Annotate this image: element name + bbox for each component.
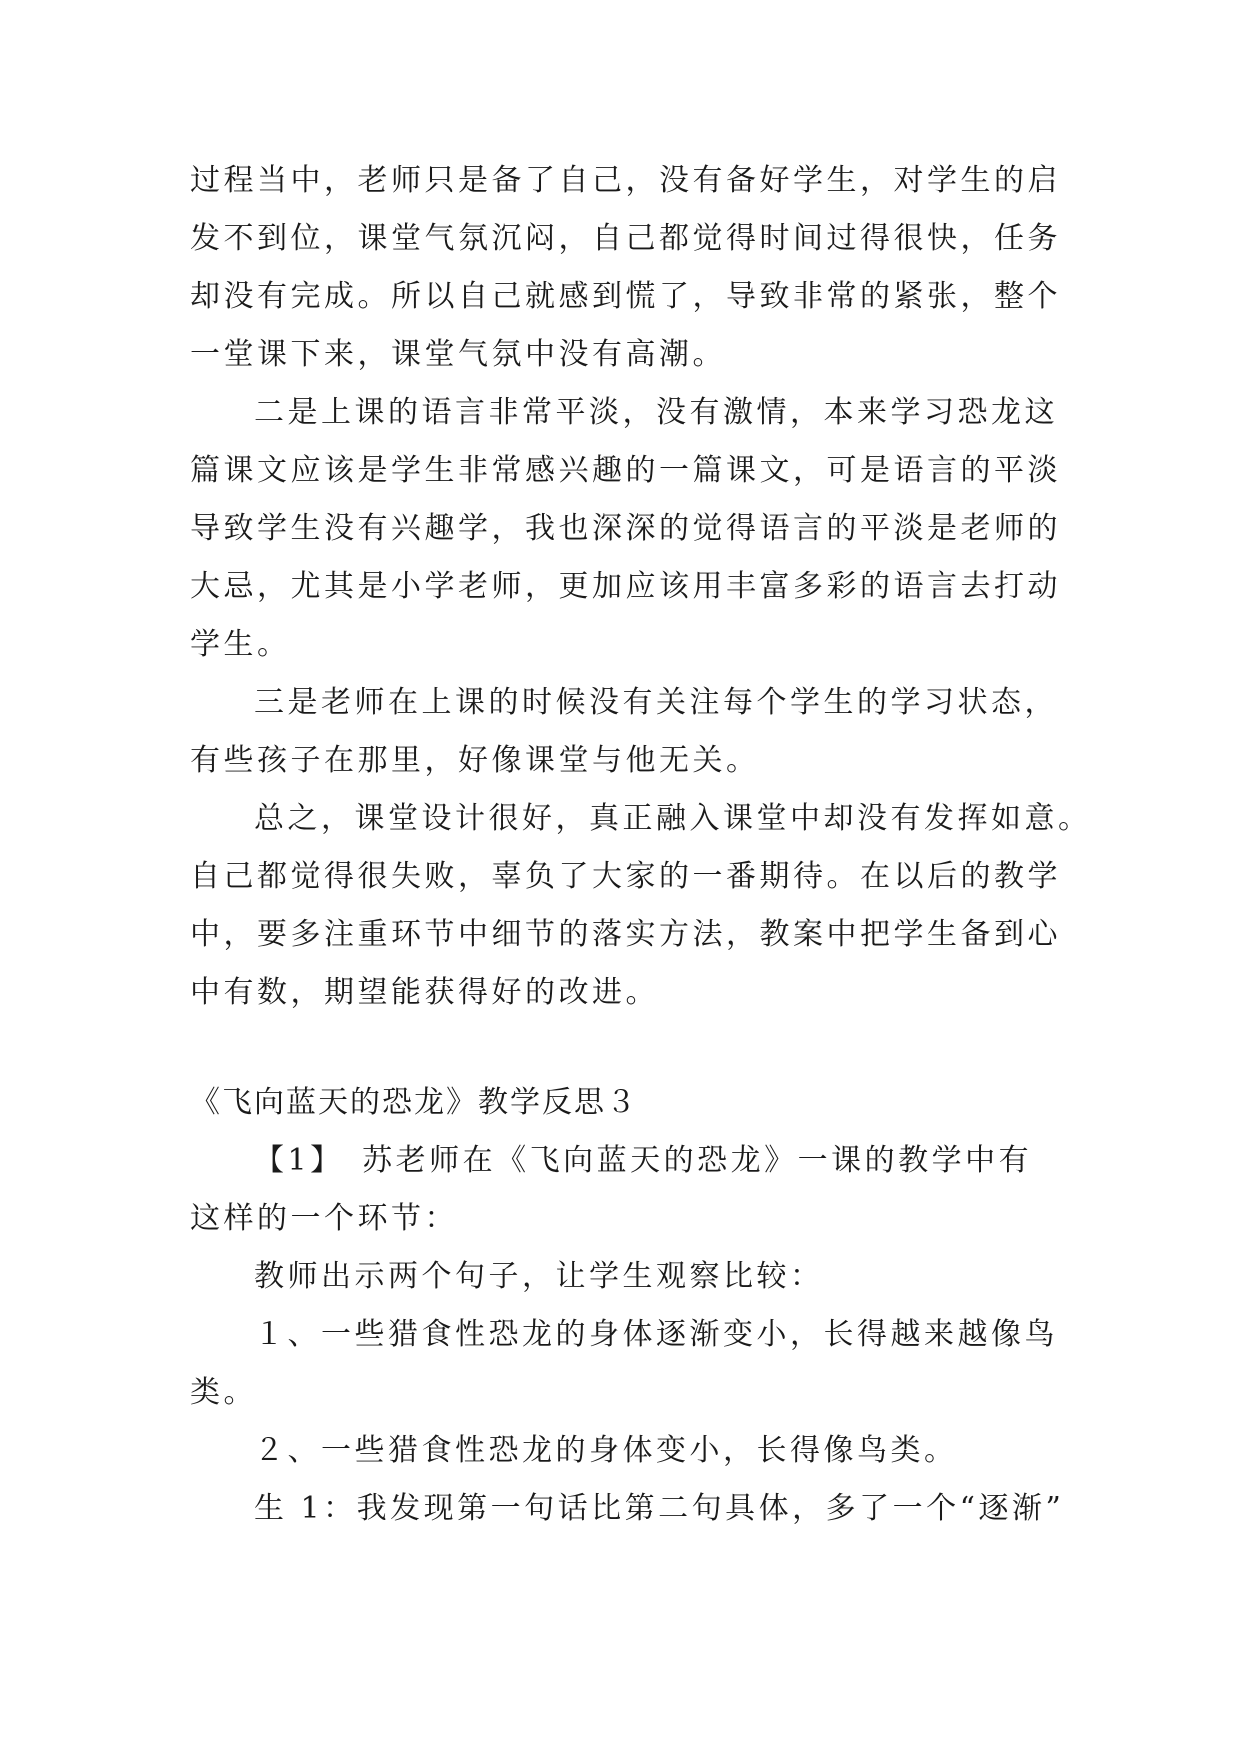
text-line: 自己都觉得很失败，辜负了大家的一番期待。在以后的教学 (190, 859, 1061, 894)
text-line: 却没有完成。所以自己就感到慌了，导致非常的紧张，整个 (190, 279, 1061, 314)
text-line: 【1】 苏老师在《飞向蓝天的恐龙》一课的教学中有 (254, 1143, 1033, 1178)
section-spacer (190, 1022, 1050, 1074)
text-line: 一堂课下来，课堂气氛中没有高潮。 (190, 337, 726, 372)
text-line: １、一些猎食性恐龙的身体逐渐变小，长得越来越像鸟 (254, 1317, 1058, 1352)
text-line: 中有数，期望能获得好的改进。 (190, 975, 659, 1010)
text-line: 教师出示两个句子，让学生观察比较： (254, 1259, 824, 1294)
text-line: 类。 (190, 1375, 257, 1410)
text-line: 发不到位，课堂气氛沉闷，自己都觉得时间过得很快，任务 (190, 221, 1061, 256)
text-line: 有些孩子在那里，好像课堂与他无关。 (190, 743, 760, 778)
text-line: 导致学生没有兴趣学，我也深深的觉得语言的平淡是老师的 (190, 511, 1061, 546)
text-line: 生 1：我发现第一句话比第二句具体，多了一个“逐渐” (254, 1491, 1065, 1526)
document-body (190, 152, 1092, 1538)
text-line: 三是老师在上课的时候没有关注每个学生的学习状态， (254, 685, 1058, 720)
text-line: 篇课文应该是学生非常感兴趣的一篇课文，可是语言的平淡 (190, 453, 1061, 488)
text-line: 过程当中，老师只是备了自己，没有备好学生，对学生的启 (190, 163, 1061, 198)
text-line: 大忌，尤其是小学老师，更加应该用丰富多彩的语言去打动 (190, 569, 1061, 604)
text-line: 中，要多注重环节中细节的落实方法，教案中把学生备到心 (190, 917, 1061, 952)
text-line: ２、一些猎食性恐龙的身体变小，长得像鸟类。 (254, 1433, 958, 1468)
text-line: 总之，课堂设计很好，真正融入课堂中却没有发挥如意。 (254, 801, 1092, 836)
text-line: 这样的一个环节： (190, 1201, 458, 1236)
section-title: 《飞向蓝天的恐龙》教学反思３ (190, 1085, 638, 1120)
text-line: 二是上课的语言非常平淡，没有激情，本来学习恐龙这 (254, 395, 1058, 430)
text-line: 学生。 (190, 627, 291, 662)
